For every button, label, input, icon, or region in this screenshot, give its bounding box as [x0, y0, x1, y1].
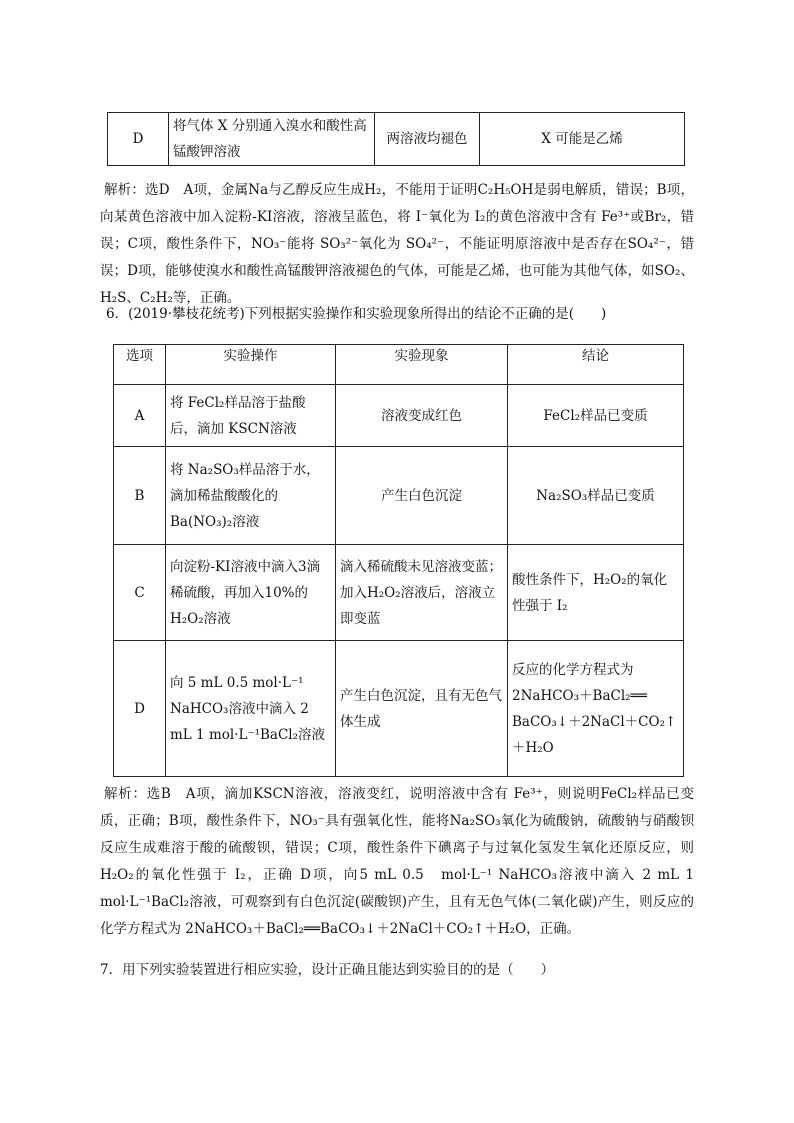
- operation-cell: 将 FeCl₂样品溶于盐酸后，滴加 KSCN溶液: [166, 385, 336, 447]
- experiment-table: [113, 344, 684, 777]
- phenomenon-cell: 产生白色沉淀: [336, 447, 508, 545]
- phenomenon-cell: 两溶液均褪色: [375, 113, 480, 166]
- table-row: [114, 641, 684, 777]
- analysis-5: 解析：选D A项，金属Na与乙醇反应生成H₂，不能用于证明C₂H₅OH是弱电解质，错误；B项，向某黄色溶液中加入淀粉-KI溶液，溶液呈蓝色，将 I⁻氧化为 I₂的黄色溶液中含有 Fe³⁺或Br₂，错误；C项，酸性条件下，NO₃⁻能将 SO₃²⁻氧化为 SO₄²⁻，不能证明原溶液中是否存在SO₄²⁻，错误；D项，能够使溴水和酸性高锰酸钾溶液褪色的气体，可能是乙烯，也可能为其他气体，如SO₂、H₂S、C₂H₂等，正确。: [100, 182, 694, 306]
- question-6: 6．(2019·攀枝花统考)下列根据实验操作和实验现象所得出的结论不正确的是( ): [106, 306, 607, 322]
- phenomenon-cell: 产生白色沉淀，且有无色气体生成: [336, 641, 508, 777]
- conclusion-cell: 反应的化学方程式为 2NaHCO₃＋BaCl₂══ BaCO₃↓＋2NaCl＋CO₂↑＋H₂O: [508, 641, 684, 777]
- operation-cell: 向淀粉-KI溶液中滴入3滴稀硫酸，再加入10%的H₂O₂溶液: [166, 545, 336, 641]
- table-row: [108, 113, 685, 166]
- operation-cell: 将气体 X 分别通入溴水和酸性高锰酸钾溶液: [169, 113, 375, 166]
- option-cell: D: [114, 641, 166, 777]
- option-cell: C: [114, 545, 166, 641]
- operation-cell: 向 5 mL 0.5 mol·L⁻¹ NaHCO₃溶液中滴入 2 mL 1 mol·L⁻¹BaCl₂溶液: [166, 641, 336, 777]
- conclusion-cell: 酸性条件下，H₂O₂的氧化性强于 I₂: [508, 545, 684, 641]
- option-cell: A: [114, 385, 166, 447]
- operation-cell: 将 Na₂SO₃样品溶于水，滴加稀盐酸酸化的 Ba(NO₃)₂溶液: [166, 447, 336, 545]
- option-cell: B: [114, 447, 166, 545]
- conclusion-cell: Na₂SO₃样品已变质: [508, 447, 684, 545]
- table-row: [114, 385, 684, 447]
- phenomenon-cell: 溶液变成红色: [336, 385, 508, 447]
- prev-table: [107, 112, 685, 166]
- col-header-phenomenon: 实验现象: [336, 345, 508, 385]
- col-header-option: 选项: [114, 345, 166, 385]
- col-header-conclusion: 结论: [508, 345, 684, 385]
- conclusion-cell: FeCl₂样品已变质: [508, 385, 684, 447]
- conclusion-cell: X 可能是乙烯: [480, 113, 685, 166]
- phenomenon-cell: 滴入稀硫酸未见溶液变蓝；加入H₂O₂溶液后，溶液立即变蓝: [336, 545, 508, 641]
- table-row: [114, 447, 684, 545]
- analysis-6: 解析：选B A项，滴加KSCN溶液，溶液变红，说明溶液中含有 Fe³⁺，则说明FeCl₂样品已变质，正确；B项，酸性条件下，NO₃⁻具有强氧化性，能将Na₂SO₃氧化为硫酸钠，硫酸钠与硝酸钡反应生成难溶于酸的硫酸钡，错误；C项，酸性条件下碘离子与过氧化氢发生氧化还原反应，则H₂O₂的氧化性强于 I₂，正确 D项，向5 mL 0.5 mol·L⁻¹ NaHCO₃溶液中滴入 2 mL 1 mol·L⁻¹BaCl₂溶液，可观察到有白色沉淀(碳酸钡)产生，且有无色气体(二氧化碳)产生，则反应的化学方程式为 2NaHCO₃＋BaCl₂══BaCO₃↓＋2NaCl＋CO₂↑＋H₂O，正确。: [100, 786, 694, 937]
- col-header-operation: 实验操作: [166, 345, 336, 385]
- option-cell: D: [108, 113, 169, 166]
- table-row: [114, 545, 684, 641]
- table-header-row: [114, 345, 684, 385]
- question-7: 7．用下列实验装置进行相应实验，设计正确且能达到实验目的的是（ ）: [100, 962, 555, 978]
